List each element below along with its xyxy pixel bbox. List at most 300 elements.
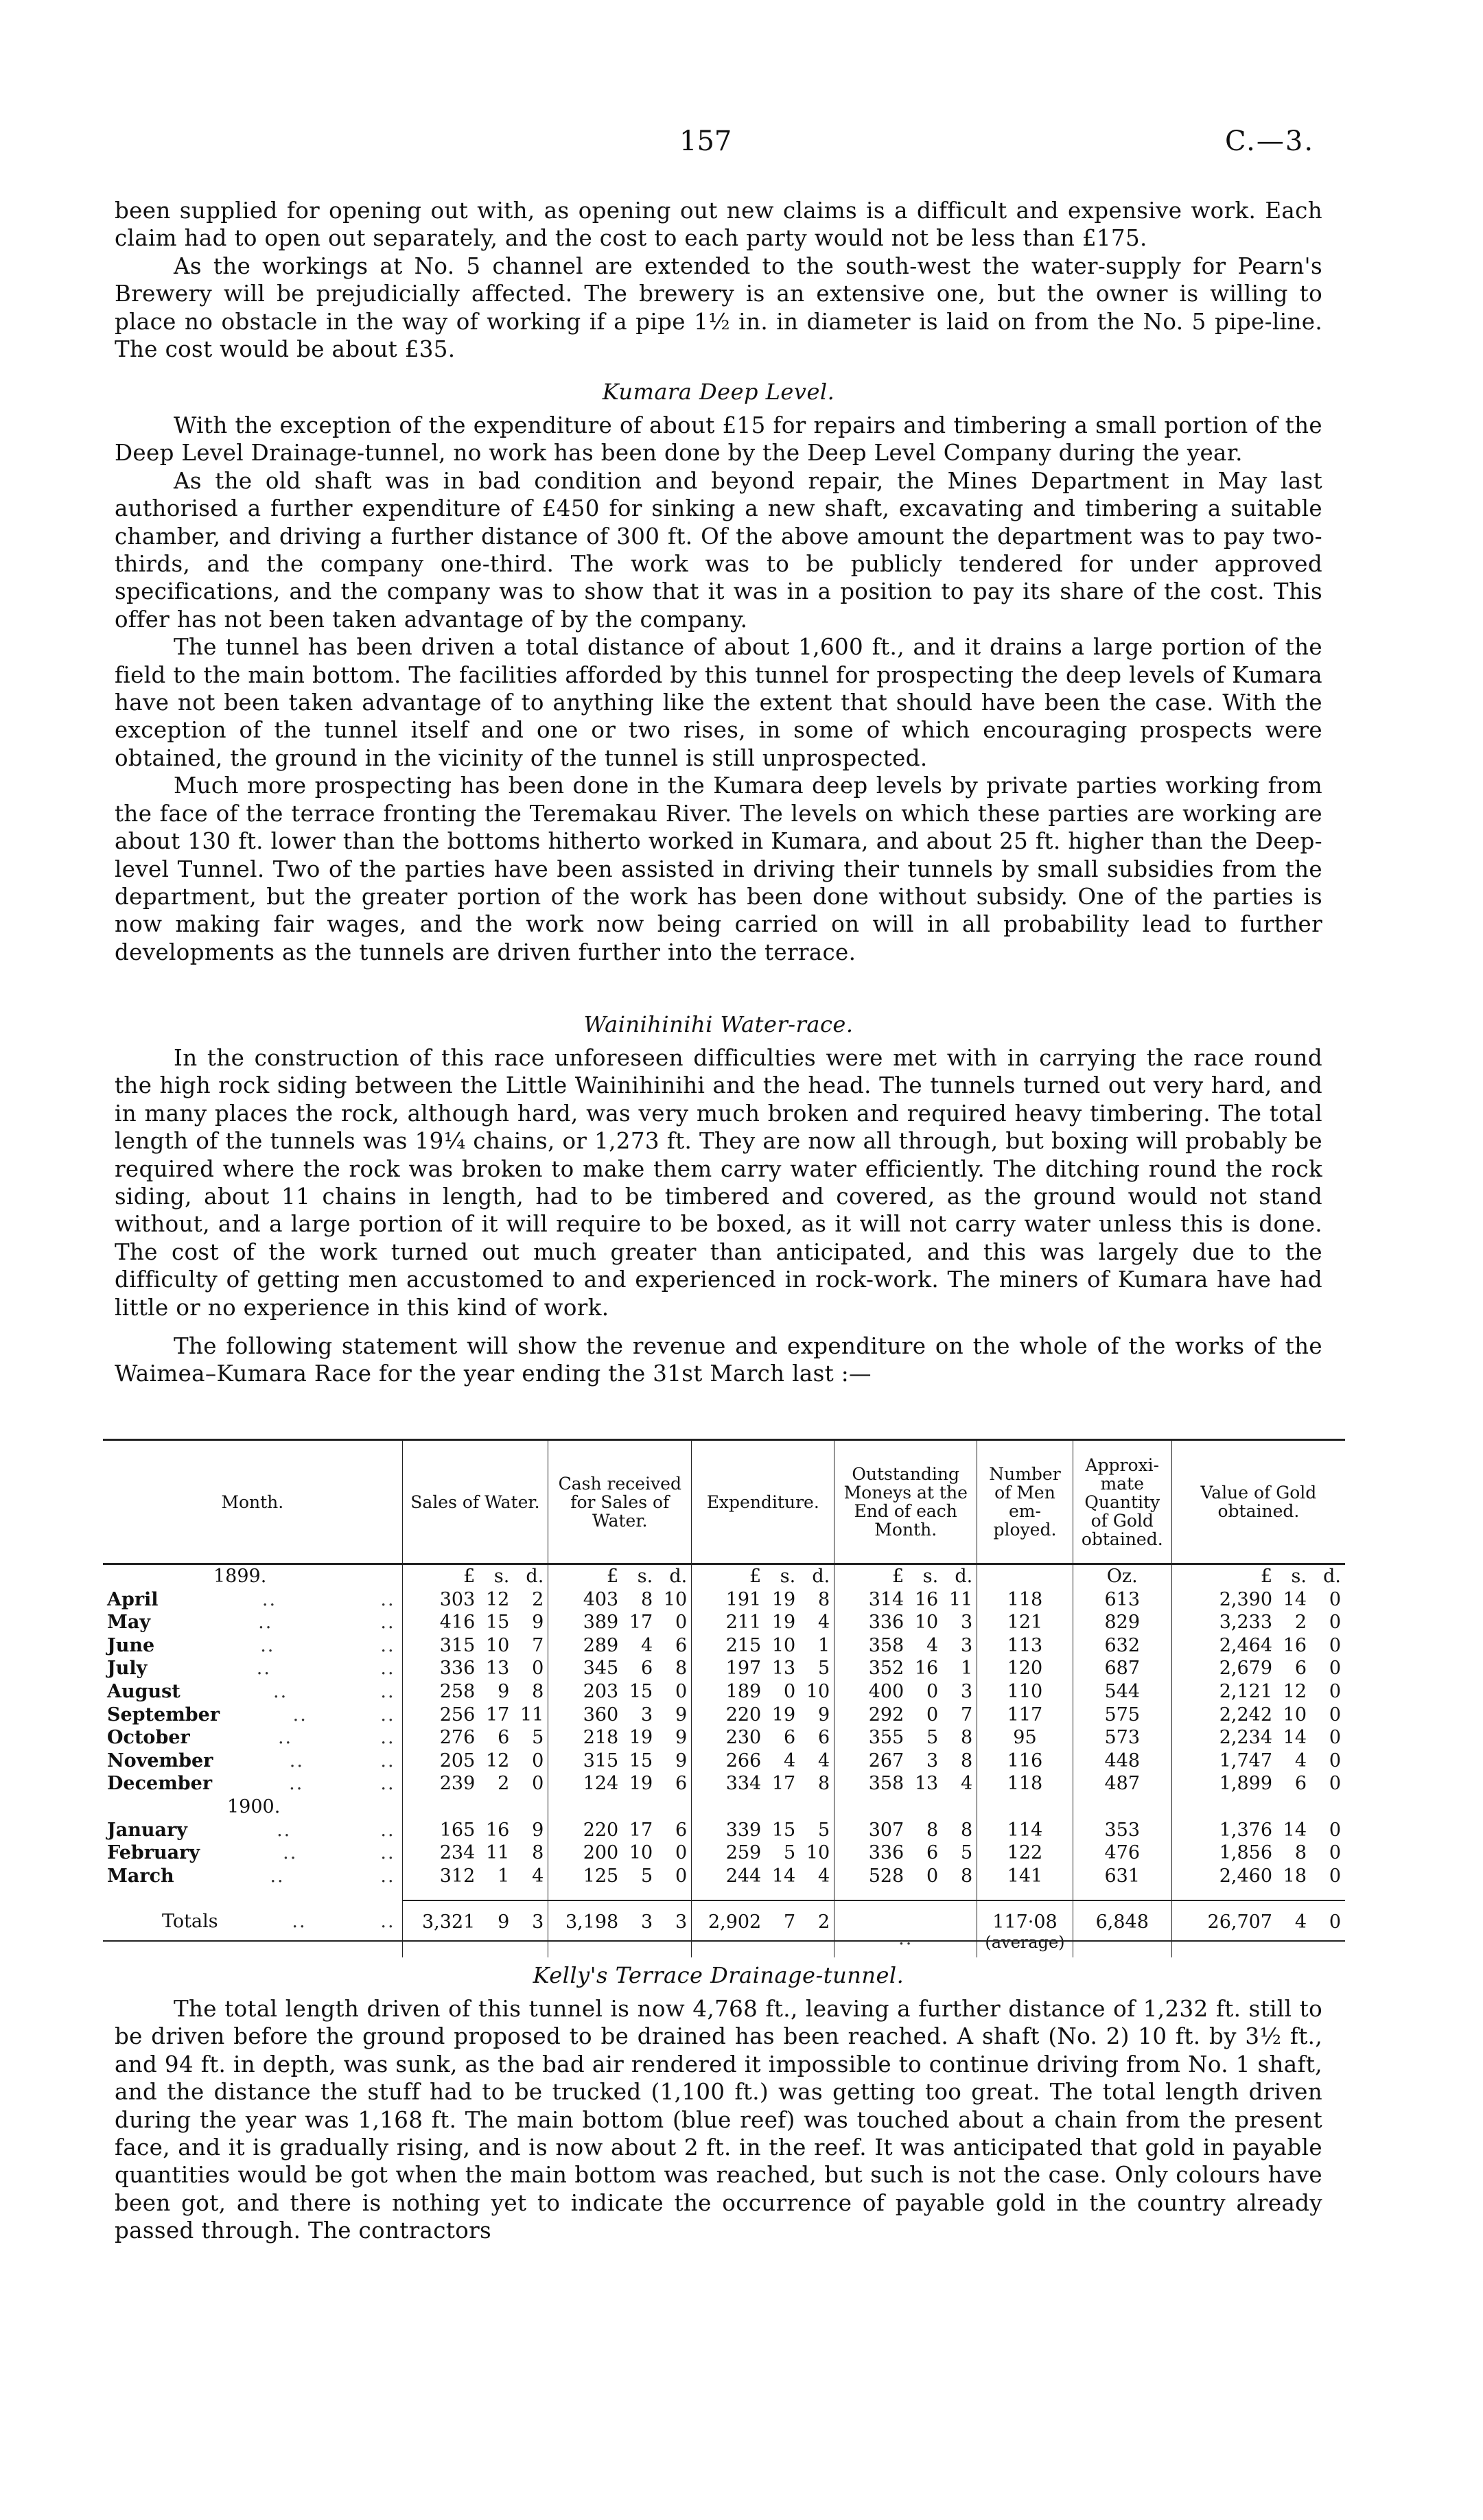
lsd-value <box>552 1611 687 1634</box>
leader-dots: .. <box>898 1928 913 1950</box>
pounds: 191 <box>725 1588 762 1610</box>
leader-dots: .. <box>380 1588 395 1610</box>
col-header-quantity: Approxi-mate Quantity of Gold obtained. <box>1073 1440 1171 1564</box>
table-row <box>103 1819 1345 1842</box>
lsd-value <box>552 1704 687 1727</box>
pounds: 3,321 <box>422 1911 476 1933</box>
pence: 4 <box>961 1773 973 1795</box>
shillings: 11 <box>485 1842 510 1864</box>
lsd-value <box>696 1911 830 1934</box>
gold-quantity: 487 <box>1073 1772 1171 1795</box>
money-cell <box>402 1634 548 1658</box>
shillings: 16 <box>914 1588 939 1610</box>
lsd-value <box>1176 1726 1341 1750</box>
month-cell <box>103 1704 402 1727</box>
shillings: 9 <box>498 1911 510 1933</box>
men-employed: 120 <box>977 1657 1073 1680</box>
pounds: 256 <box>439 1704 476 1726</box>
month-cell <box>103 1726 402 1750</box>
table-row <box>103 1588 1345 1612</box>
pence: 8 <box>818 1588 830 1610</box>
money-cell <box>692 1750 834 1773</box>
money-cell <box>402 1726 548 1750</box>
pence: 10 <box>663 1588 688 1610</box>
shillings: 6 <box>1294 1773 1307 1795</box>
money-cell <box>692 1900 834 1957</box>
lsd-value <box>839 1841 972 1865</box>
shillings: 0 <box>784 1680 796 1702</box>
table-row <box>103 1704 1345 1727</box>
gold-quantity: 687 <box>1073 1657 1171 1680</box>
pence: 6 <box>675 1634 688 1656</box>
money-cell <box>1171 1772 1345 1795</box>
pence: 3 <box>532 1911 544 1933</box>
pounds: 267 <box>868 1750 904 1771</box>
money-cell <box>692 1772 834 1795</box>
shillings: 13 <box>485 1658 510 1680</box>
pounds: 1,747 <box>1219 1750 1272 1771</box>
gold-quantity: 448 <box>1073 1750 1171 1773</box>
month-name: January <box>107 1819 187 1841</box>
leader-dots: .. <box>380 1911 395 1933</box>
pounds: 352 <box>868 1658 904 1680</box>
money-cell <box>1171 1680 1345 1704</box>
lsd-value <box>839 1750 972 1773</box>
money-cell <box>834 1772 977 1795</box>
month-name: April <box>107 1588 159 1610</box>
totals-wrap <box>107 1910 398 1933</box>
unit-labels <box>407 1565 544 1588</box>
money-cell <box>834 1680 977 1704</box>
pounds: 220 <box>725 1704 762 1726</box>
unit-label: s. <box>493 1566 510 1587</box>
empty-cell <box>1171 1795 1345 1819</box>
month-cell <box>103 1772 402 1795</box>
money-cell <box>834 1841 977 1865</box>
pence: 9 <box>818 1704 830 1726</box>
lsd-value <box>407 1865 544 1888</box>
table-row <box>103 1611 1345 1634</box>
money-cell <box>834 1726 977 1750</box>
pence: 5 <box>818 1658 830 1680</box>
money-cell <box>1171 1634 1345 1658</box>
pounds: 303 <box>439 1588 476 1610</box>
pounds: 336 <box>868 1612 904 1634</box>
gold-quantity: 476 <box>1073 1841 1171 1865</box>
unit-label: £ <box>749 1566 762 1587</box>
pence: 2 <box>532 1588 544 1610</box>
month-wrap <box>107 1865 398 1888</box>
shillings: 14 <box>1283 1588 1307 1610</box>
lsd-value <box>839 1772 972 1795</box>
pence: 0 <box>675 1842 688 1864</box>
month-cell <box>103 1611 402 1634</box>
totals-men <box>977 1900 1073 1957</box>
shillings: 1 <box>498 1865 510 1887</box>
pounds: 165 <box>439 1819 476 1841</box>
money-cell <box>548 1704 692 1727</box>
year-label: 1899. <box>213 1566 267 1587</box>
paragraph: The tunnel has been driven a total distance of about 1,600 ft., and it drains a large portion of the field to the main bottom. The facilities afforded by this tunnel for prospecting the deep levels of Kumara have not been taken advantage of to anything like the extent that should have been the case. With the exception of the tunnel itself and one or two rises, in some of which encouraging prospects were obtained, the ground in the vicinity of the tunnel is still unprospected. <box>115 634 1322 771</box>
money-cell <box>402 1841 548 1865</box>
money-cell <box>402 1611 548 1634</box>
lsd-value <box>1176 1772 1341 1795</box>
lsd-value <box>696 1841 830 1865</box>
month-cell <box>103 1819 402 1842</box>
men-employed: 114 <box>977 1819 1073 1842</box>
pounds: 339 <box>725 1819 762 1841</box>
kellys-section <box>115 1954 1322 2245</box>
month-name: September <box>107 1704 220 1726</box>
paragraph: As the old shaft was in bad condition and beyond repair, the Mines Department in May last authorised a further expenditure of £450 for sinking a new shaft, excavating and timbering a suitable chamber, and driving a further distance of 300 ft. Of the above amount the department was to pay two-thirds, and the company one-third. The work was to be publicly tendered for under approved specifications, and the company was to show that it was in a position to pay its share of the cost. This offer has not been taken advantage of by the company. <box>115 467 1322 633</box>
money-cell <box>1171 1611 1345 1634</box>
unit-label: Oz. <box>1106 1566 1138 1587</box>
lsd-value <box>407 1819 544 1842</box>
money-cell <box>1171 1900 1345 1957</box>
unit-label: s. <box>637 1566 653 1587</box>
pounds: 211 <box>725 1612 762 1634</box>
gold-quantity: 573 <box>1073 1726 1171 1750</box>
pence: 6 <box>818 1727 830 1749</box>
lsd-value <box>407 1772 544 1795</box>
totals-label-cell <box>103 1900 402 1957</box>
lsd-value <box>407 1911 544 1934</box>
pence: 0 <box>1329 1750 1341 1771</box>
table-row <box>103 1634 1345 1658</box>
pence: 7 <box>961 1704 973 1726</box>
table-row <box>103 1726 1345 1750</box>
money-cell <box>548 1726 692 1750</box>
pence: 0 <box>1329 1680 1341 1702</box>
lsd-value <box>696 1634 830 1658</box>
leader-dots: .. <box>380 1658 395 1680</box>
leader-dots: .. <box>380 1773 395 1795</box>
men-employed: 95 <box>977 1726 1073 1750</box>
unit-cell <box>1073 1564 1171 1588</box>
shillings: 10 <box>914 1612 939 1634</box>
lsd-value <box>407 1680 544 1704</box>
pence: 0 <box>675 1612 688 1634</box>
shillings: 4 <box>784 1750 796 1771</box>
shillings: 17 <box>771 1773 796 1795</box>
pounds: 389 <box>583 1612 619 1634</box>
pounds: 200 <box>583 1842 619 1864</box>
col-header-men: Number of Men em-ployed. <box>977 1440 1073 1564</box>
lsd-value <box>839 1819 972 1842</box>
money-cell <box>692 1680 834 1704</box>
lsd-value <box>696 1819 830 1842</box>
money-cell <box>402 1772 548 1795</box>
pence: 8 <box>961 1727 973 1749</box>
money-cell <box>1171 1841 1345 1865</box>
unit-label: £ <box>892 1566 904 1587</box>
pounds: 315 <box>583 1750 619 1771</box>
pounds: 197 <box>725 1658 762 1680</box>
money-cell <box>548 1657 692 1680</box>
totals-outstanding <box>834 1900 977 1957</box>
lsd-value <box>407 1841 544 1865</box>
lsd-value <box>696 1611 830 1634</box>
shillings: 13 <box>771 1658 796 1680</box>
empty-cell <box>548 1795 692 1819</box>
pence: 11 <box>519 1704 544 1726</box>
pounds: 2,234 <box>1219 1727 1272 1749</box>
shillings: 3 <box>641 1911 653 1933</box>
lsd-value <box>696 1588 830 1612</box>
table-row <box>103 1680 1345 1704</box>
leader-dots: .. <box>292 1704 307 1726</box>
money-cell <box>834 1704 977 1727</box>
pounds: 292 <box>868 1704 904 1726</box>
col-header-cash: Cash received for Sales of Water. <box>548 1440 692 1564</box>
leader-dots: .. <box>277 1819 292 1841</box>
pounds: 220 <box>583 1819 619 1841</box>
money-cell <box>548 1900 692 1957</box>
money-cell <box>402 1750 548 1773</box>
pounds: 258 <box>439 1680 476 1702</box>
empty-cell <box>692 1795 834 1819</box>
leader-dots: .. <box>380 1612 395 1634</box>
pence: 0 <box>1329 1704 1341 1726</box>
pence: 0 <box>1329 1773 1341 1795</box>
pence: 9 <box>675 1750 688 1771</box>
month-name: November <box>107 1750 213 1771</box>
shillings: 18 <box>1283 1865 1307 1887</box>
pence: 0 <box>1329 1588 1341 1610</box>
shillings: 6 <box>498 1727 510 1749</box>
lsd-value <box>552 1588 687 1612</box>
unit-cell <box>1171 1564 1345 1588</box>
pounds: 355 <box>868 1727 904 1749</box>
leader-dots: .. <box>380 1842 395 1864</box>
money-cell <box>402 1819 548 1842</box>
leader-dots: .. <box>260 1634 275 1656</box>
pounds: 1,899 <box>1219 1773 1272 1795</box>
leader-dots: .. <box>272 1680 288 1702</box>
pence: 0 <box>532 1750 544 1771</box>
pounds: 2,464 <box>1219 1634 1272 1656</box>
money-cell <box>834 1819 977 1842</box>
paragraph: The total length driven of this tunnel is now 4,768 ft., leaving a further distance of 1,232 ft. still to be driven before the ground proposed to be drained has been reached. A shaft (No. 2) 10 ft. by 3½ ft., and 94 ft. in depth, was sunk, as the bad air rendered it impossible to continue driving from No. 1 shaft, and the distance the stuff had to be trucked (1,100 ft.) was getting too great. The total length driven during the year was 1,168 ft. The main bottom (blue reef) was touched about a chain from the present face, and it is gradually rising, and is now about 2 ft. in the reef. It was anticipated that gold in payable quantities would be got when the main bottom was reached, but such is not the case. Only colours have been got, and there is nothing yet to indicate the occurrence of payable gold in the country already passed through. The contractors <box>115 1996 1322 2244</box>
shillings: 16 <box>1283 1634 1307 1656</box>
pounds: 276 <box>439 1727 476 1749</box>
gold-quantity: 575 <box>1073 1704 1171 1727</box>
month-name: March <box>107 1865 174 1887</box>
pence: 0 <box>1329 1634 1341 1656</box>
unit-cell <box>692 1564 834 1588</box>
month-wrap <box>107 1726 398 1750</box>
lsd-value <box>552 1911 687 1934</box>
pence: 4 <box>532 1865 544 1887</box>
unit-label: d. <box>669 1566 688 1587</box>
pence: 3 <box>961 1680 973 1702</box>
lsd-value <box>407 1588 544 1612</box>
unit-label: £ <box>607 1566 619 1587</box>
shillings: 3 <box>926 1750 939 1771</box>
shillings: 5 <box>926 1727 939 1749</box>
money-cell <box>548 1680 692 1704</box>
money-cell <box>834 1634 977 1658</box>
pence: 8 <box>818 1773 830 1795</box>
totals-quantity: 6,848 <box>1073 1900 1171 1957</box>
lsd-value <box>1176 1704 1341 1727</box>
gold-quantity: 829 <box>1073 1611 1171 1634</box>
shillings: 14 <box>771 1865 796 1887</box>
year-row <box>103 1795 1345 1819</box>
pounds: 189 <box>725 1680 762 1702</box>
lsd-value <box>407 1750 544 1773</box>
empty-cell <box>402 1795 548 1819</box>
col-header-sales: Sales of Water. <box>402 1440 548 1564</box>
pounds: 307 <box>868 1819 904 1841</box>
month-cell <box>103 1680 402 1704</box>
shillings: 12 <box>1283 1680 1307 1702</box>
month-name: August <box>107 1680 180 1702</box>
pounds: 2,242 <box>1219 1704 1272 1726</box>
men-employed: 116 <box>977 1750 1073 1773</box>
lsd-value <box>1176 1750 1341 1773</box>
men-employed: 113 <box>977 1634 1073 1658</box>
money-cell <box>402 1865 548 1901</box>
pounds: 239 <box>439 1773 476 1795</box>
gold-quantity: 353 <box>1073 1819 1171 1842</box>
shillings: 6 <box>641 1658 653 1680</box>
pence: 4 <box>818 1612 830 1634</box>
unit-label: d. <box>955 1566 973 1587</box>
lsd-value <box>696 1657 830 1680</box>
pounds: 3,198 <box>565 1911 619 1933</box>
pounds: 358 <box>868 1773 904 1795</box>
month-wrap <box>107 1634 398 1658</box>
leader-dots: .. <box>380 1865 395 1887</box>
shillings: 6 <box>926 1842 939 1864</box>
shillings: 2 <box>498 1773 510 1795</box>
pounds: 230 <box>725 1727 762 1749</box>
pounds: 528 <box>868 1865 904 1887</box>
pounds: 1,376 <box>1219 1819 1272 1841</box>
pounds: 360 <box>583 1704 619 1726</box>
shillings: 19 <box>629 1727 653 1749</box>
table-row <box>103 1841 1345 1865</box>
pence: 8 <box>675 1658 688 1680</box>
lsd-value <box>552 1680 687 1704</box>
shillings: 19 <box>771 1612 796 1634</box>
leader-dots: .. <box>258 1612 273 1634</box>
pence: 9 <box>675 1704 688 1726</box>
pence: 4 <box>818 1865 830 1887</box>
lsd-value <box>407 1611 544 1634</box>
pence: 0 <box>1329 1727 1341 1749</box>
pounds: 1,856 <box>1219 1842 1272 1864</box>
table-row <box>103 1750 1345 1773</box>
money-cell <box>692 1704 834 1727</box>
pence: 5 <box>532 1727 544 1749</box>
lsd-value <box>552 1750 687 1773</box>
money-cell <box>1171 1865 1345 1901</box>
men-employed: 118 <box>977 1772 1073 1795</box>
shillings: 19 <box>771 1704 796 1726</box>
page-number: 157 <box>679 126 732 157</box>
lsd-value <box>1176 1657 1341 1680</box>
lsd-value <box>839 1726 972 1750</box>
lsd-value <box>696 1704 830 1727</box>
money-cell <box>548 1772 692 1795</box>
pounds: 205 <box>439 1750 476 1771</box>
pounds: 312 <box>439 1865 476 1887</box>
pounds: 215 <box>725 1634 762 1656</box>
pounds: 3,233 <box>1219 1612 1272 1634</box>
shillings: 4 <box>926 1634 939 1656</box>
shillings: 16 <box>914 1658 939 1680</box>
money-cell <box>692 1611 834 1634</box>
money-cell <box>548 1865 692 1901</box>
shillings: 19 <box>629 1773 653 1795</box>
col-header-month: Month. <box>221 1492 284 1512</box>
pounds: 203 <box>583 1680 619 1702</box>
money-cell <box>834 1588 977 1612</box>
leader-dots: .. <box>261 1588 277 1610</box>
average-men: 117·08 <box>992 1911 1058 1933</box>
month-wrap <box>107 1611 398 1634</box>
month-wrap <box>107 1750 398 1773</box>
money-cell <box>692 1634 834 1658</box>
col-header-expenditure: Expenditure. <box>692 1440 834 1564</box>
lsd-value <box>407 1657 544 1680</box>
lsd-value <box>696 1750 830 1773</box>
shillings: 6 <box>784 1727 796 1749</box>
pence: 6 <box>675 1819 688 1841</box>
lsd-value <box>839 1704 972 1727</box>
men-employed: 141 <box>977 1865 1073 1901</box>
pounds: 345 <box>583 1658 619 1680</box>
pounds: 334 <box>725 1773 762 1795</box>
money-cell <box>692 1588 834 1612</box>
lsd-value <box>552 1772 687 1795</box>
leader-dots: .. <box>289 1773 304 1795</box>
lsd-value <box>407 1704 544 1727</box>
unit-labels <box>696 1565 830 1588</box>
shillings: 12 <box>485 1588 510 1610</box>
lsd-value <box>1176 1841 1341 1865</box>
pence: 0 <box>1329 1658 1341 1680</box>
money-cell <box>548 1819 692 1842</box>
lsd-value <box>552 1841 687 1865</box>
pence: 0 <box>532 1773 544 1795</box>
shillings: 10 <box>1283 1704 1307 1726</box>
month-wrap <box>107 1819 398 1842</box>
shillings: 15 <box>629 1750 653 1771</box>
men-employed: 110 <box>977 1680 1073 1704</box>
lsd-value <box>1176 1611 1341 1634</box>
shillings: 5 <box>641 1865 653 1887</box>
shillings: 0 <box>926 1680 939 1702</box>
money-cell <box>402 1657 548 1680</box>
pence: 0 <box>675 1680 688 1702</box>
leader-dots: .. <box>380 1704 395 1726</box>
shillings: 4 <box>1294 1750 1307 1771</box>
shillings: 17 <box>629 1819 653 1841</box>
unit-labels <box>1176 1565 1341 1588</box>
pounds: 2,902 <box>708 1911 762 1933</box>
money-cell <box>402 1704 548 1727</box>
pence: 0 <box>532 1658 544 1680</box>
pounds: 336 <box>439 1658 476 1680</box>
year-row <box>103 1564 1345 1588</box>
money-cell <box>834 1865 977 1901</box>
pounds: 358 <box>868 1634 904 1656</box>
empty-cell <box>834 1795 977 1819</box>
unit-label: £ <box>463 1566 476 1587</box>
